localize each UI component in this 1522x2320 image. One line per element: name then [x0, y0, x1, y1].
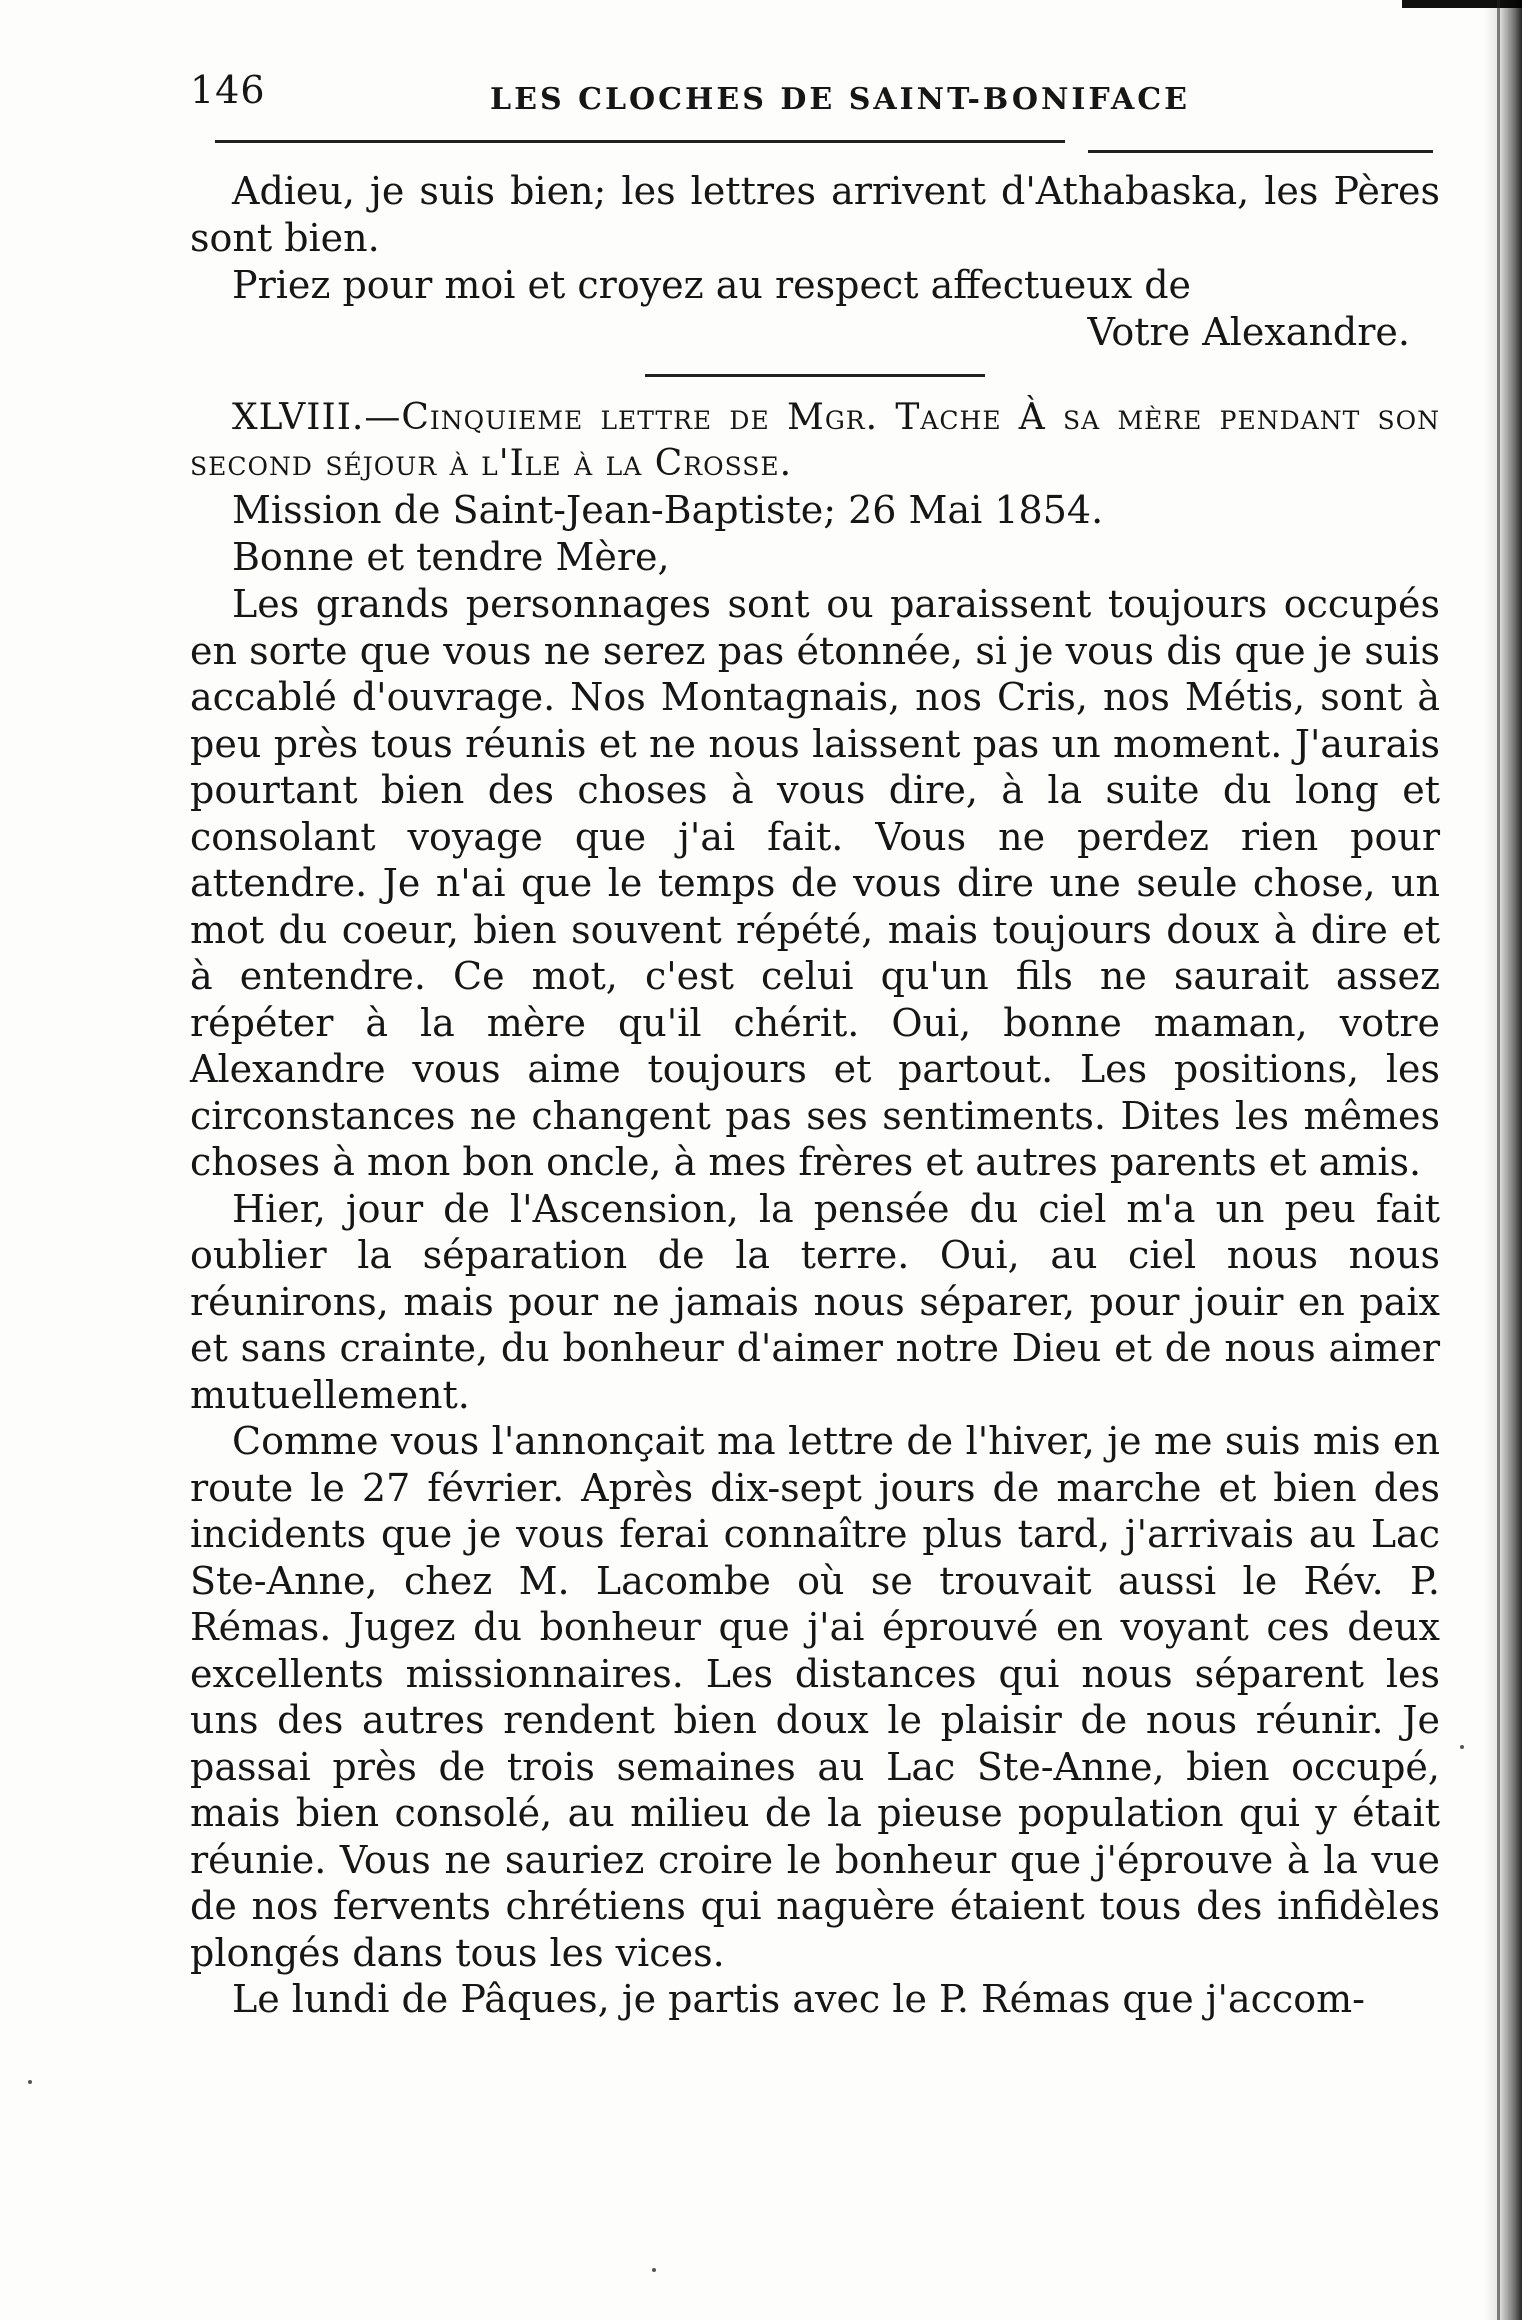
scan-speck: [1460, 1745, 1464, 1749]
letter-heading: XLVIII.—Cinquieme lettre de Mgr. Tache À sa mère pendant son second séjour à l'Ile à la Crosse.: [190, 397, 1440, 484]
closing-request: Priez pour moi et croyez au respect affectueux de: [232, 263, 1192, 307]
page-body: [190, 168, 1440, 2023]
letter-paragraph: Le lundi de Pâques, je partis avec le P. Rémas que j'accom-: [232, 1977, 1365, 2021]
signature: Votre Alexandre.: [1087, 310, 1410, 354]
page-edge-line: [1497, 0, 1500, 2320]
scan-speck: [652, 2268, 656, 2272]
letter-salutation: Bonne et tendre Mère,: [232, 535, 670, 579]
letter-place-date: Mission de Saint-Jean-Baptiste; 26 Mai 1854.: [232, 488, 1104, 532]
letter-paragraph: Les grands personnages sont ou paraissent toujours occupés en sorte que vous ne serez pas étonnée, si je vous dis que je suis accablé d'ouvrage. Nos Montagnais, nos Cris, nos Métis, sont à peu près tous réunis et ne nous laissent pas un moment. J'aurais pourtant bien des choses à vous dire, à la suite du long et consolant voyage que j'ai fait. Vous ne perdez rien pour attendre. Je n'ai que le temps de vous dire une seule chose, un mot du coeur, bien souvent répété, mais toujours doux à dire et à entendre. Ce mot, c'est celui qu'un fils ne saurait assez répéter à la mère qu'il chérit. Oui, bonne maman, votre Alexandre vous aime toujours et partout. Les positions, les circonstances ne changent pas ses sentiments. Dites les mêmes choses à mon bon oncle, à mes frères et autres parents et amis.: [190, 582, 1440, 1184]
letter-paragraph: Comme vous l'annonçait ma lettre de l'hiver, je me suis mis en route le 27 février. Après dix-sept jours de marche et bien des incidents que je vous ferai connaître plus tard, j'arrivais au Lac Ste-Anne, chez M. Lacombe où se trouvait aussi le Rév. P. Rémas. Jugez du bonheur que j'ai éprouvé en voyant ces deux excellents missionnaires. Les distances qui nous séparent les uns des autres rendent bien doux le plaisir de nous réunir. Je passai près de trois semaines au Lac Ste-Anne, bien occupé, mais bien consolé, au milieu de la pieuse population qui y était réunie. Vous ne sauriez croire le bonheur que j'éprouve à la vue de nos fervents chrétiens qui naguère étaient tous des infidèles plongés dans tous les vices.: [190, 1419, 1440, 1975]
page-edge-shadow: [1484, 0, 1522, 2320]
page-header: [190, 60, 1440, 130]
letter-paragraph: Hier, jour de l'Ascension, la pensée du ciel m'a un peu fait oublier la séparation de la terre. Oui, au ciel nous nous réunirons, mais pour ne jamais nous séparer, pour jouir en paix et sans crainte, du bonheur d'aimer notre Dieu et de nous aimer mutuellement.: [190, 1186, 1440, 1417]
section-divider: [645, 374, 985, 377]
closing-paragraph: Adieu, je suis bien; les lettres arrivent d'Athabaska, les Pères sont bien.: [190, 169, 1440, 260]
header-rule: [1088, 150, 1433, 153]
page-number: 146: [190, 68, 266, 112]
scan-speck: [28, 2080, 32, 2084]
header-rule: [215, 140, 1065, 143]
running-head: LES CLOCHES DE SAINT-BONIFACE: [490, 82, 1190, 117]
